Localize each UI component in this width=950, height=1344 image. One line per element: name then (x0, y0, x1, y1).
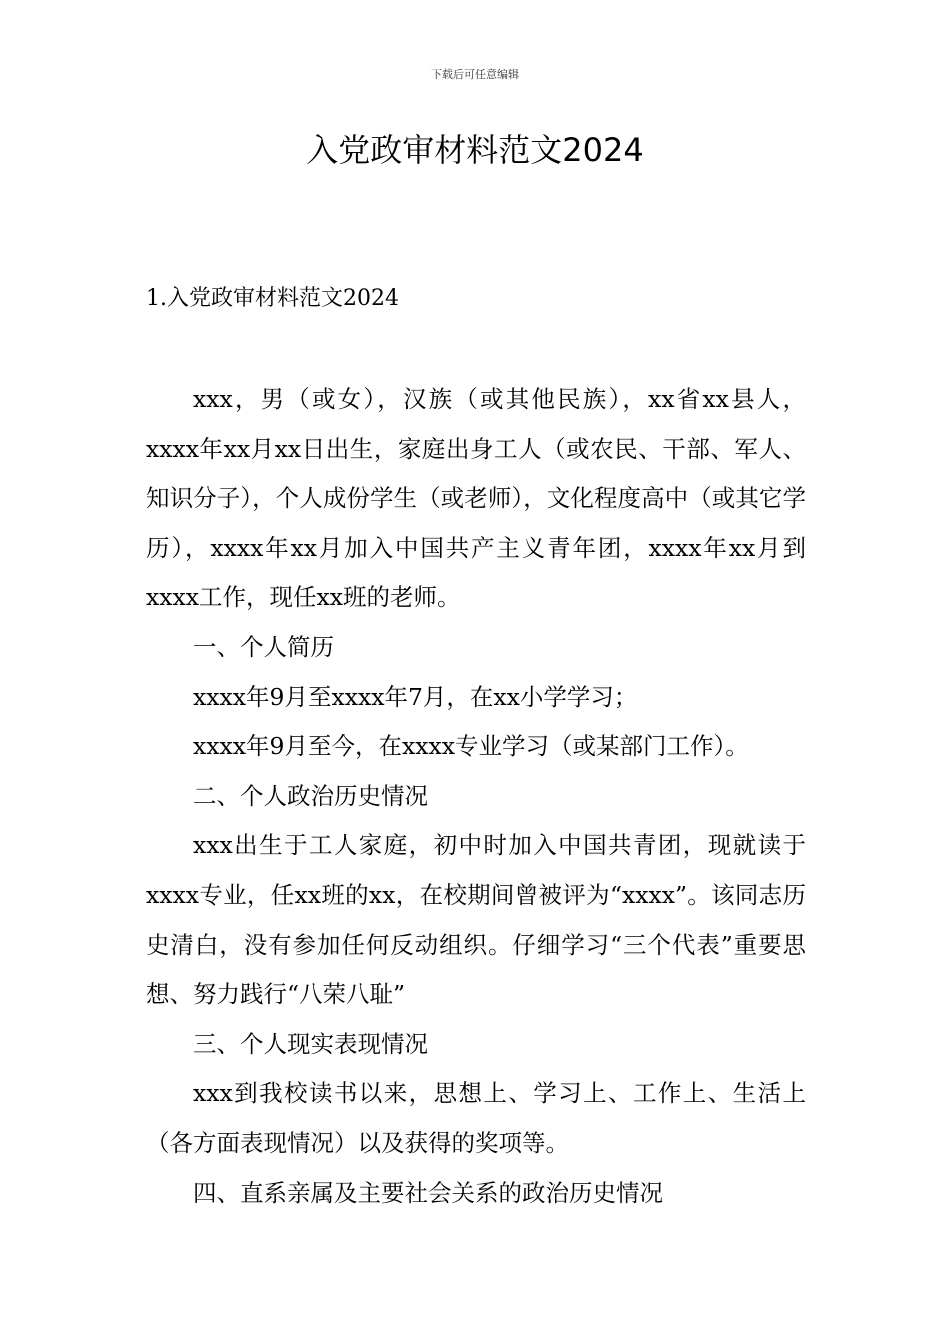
section-heading: 1.入党政审材料范文2024 (146, 286, 399, 311)
header-note: 下载后可任意编辑 (431, 68, 519, 81)
resume-item-current: xxxx年9月至今，在xxxx专业学习（或某部门工作）。 (193, 732, 749, 761)
paragraph-political-history: xxx出生于工人家庭，初中时加入中国共青团，现就读于xxxx专业，任xx班的xx，在校期间曾被评为“xxxx”。该同志历史清白，没有参加任何反动组织。仔细学习“三个代表”重要思想、努力践行“八荣八耻” (146, 831, 806, 1009)
heading-current-performance: 三、个人现实表现情况 (193, 1029, 428, 1058)
heading-relatives-history: 四、直系亲属及主要社会关系的政治历史情况 (193, 1178, 663, 1207)
heading-political-history: 二、个人政治历史情况 (193, 781, 428, 810)
paragraph-current-performance: xxx到我校读书以来，思想上、学习上、工作上、生活上（各方面表现情况）以及获得的奖项等。 (146, 1079, 806, 1157)
resume-item-primary-school: xxxx年9月至xxxx年7月，在xx小学学习； (193, 682, 638, 711)
paragraph-basic-info: xxx，男（或女），汉族（或其他民族），xx省xx县人，xxxx年xx月xx日出生，家庭出身工人（或农民、干部、军人、知识分子），个人成份学生（或老师），文化程度高中（或其它学历），xxxx年xx月加入中国共产主义青年团，xxxx年xx月到xxxx工作，现任xx班的老师。 (146, 385, 806, 612)
heading-personal-resume: 一、个人简历 (193, 632, 334, 661)
document-body (146, 375, 806, 1218)
document-title: 入党政审材料范文2024 (306, 131, 644, 169)
